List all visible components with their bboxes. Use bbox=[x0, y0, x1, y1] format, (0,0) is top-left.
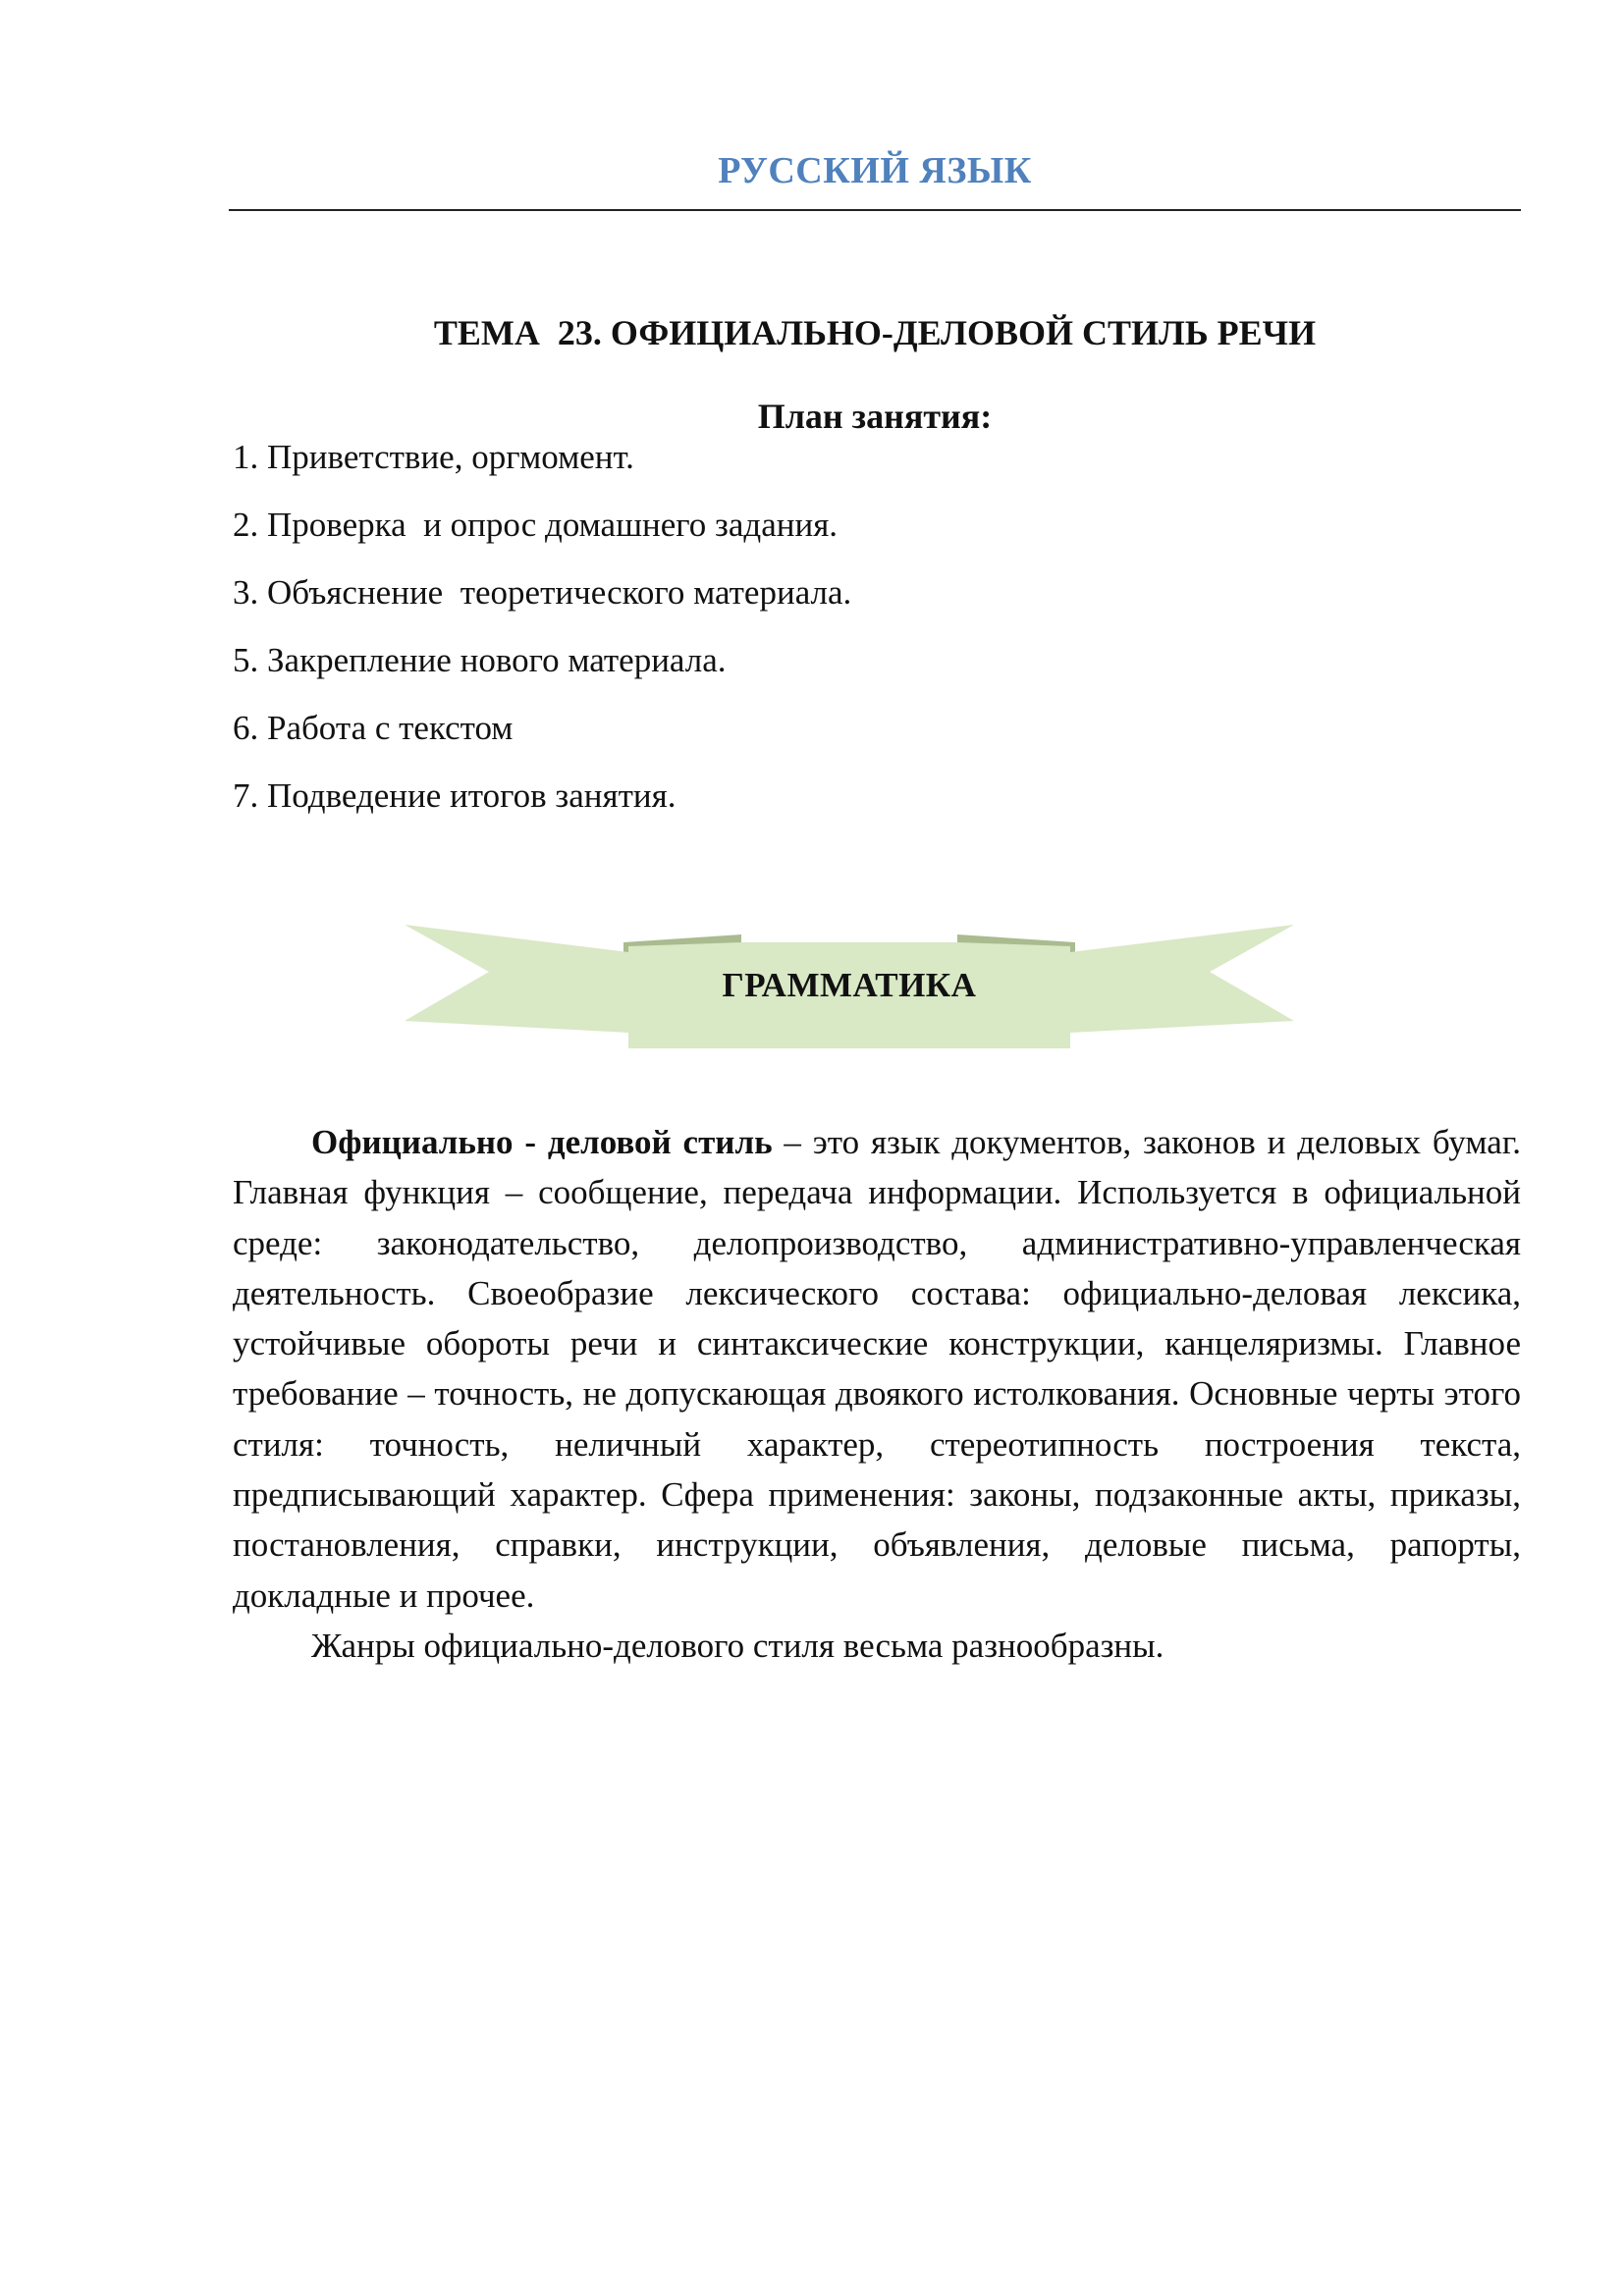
subject-header: РУССКИЙ ЯЗЫК bbox=[718, 150, 1032, 191]
body-text bbox=[233, 1117, 1521, 1671]
plan-list bbox=[233, 436, 1519, 842]
definition-paragraph bbox=[233, 1117, 1521, 1621]
plan-item: 6. Работа с текстом bbox=[233, 709, 514, 747]
topic-title: ТЕМА 23. ОФИЦИАЛЬНО-ДЕЛОВОЙ СТИЛЬ РЕЧИ bbox=[433, 313, 1317, 352]
plan-item: 5. Закрепление нового материала. bbox=[233, 641, 727, 679]
plan-item: 7. Подведение итогов занятия. bbox=[233, 776, 677, 815]
definition-text: – это язык документов, законов и деловых бумаг. Главная функция – сообщение, передача информации. Используется в официальной среде: законодательство, делопроизводство, административно-управленческая деятельность. Своеобразие лексического состава: официально-деловая лексика, устойчивые обороты речи и синтаксические конструкции, канцеляризмы. Главное требование – точность, не допускающая двоякого истолкования. Основные черты этого стиля: точность, неличный характер, стереотипность построения текста, предписывающий характер. Сфера применения: законы, подзаконные акты, приказы, постановления, справки, инструкции, объявления, деловые письма, рапорты, докладные и прочее. bbox=[233, 1123, 1521, 1615]
plan-heading: План занятия: bbox=[757, 397, 993, 436]
genres-paragraph: Жанры официально-делового стиля весьма разнообразны. bbox=[311, 1626, 1164, 1665]
banner-label: ГРАММАТИКА bbox=[722, 966, 977, 1004]
plan-item: 2. Проверка и опрос домашнего задания. bbox=[233, 506, 839, 544]
plan-item: 1. Приветствие, оргмомент. bbox=[233, 438, 634, 476]
term-bold: Официально - деловой стиль bbox=[311, 1123, 773, 1161]
header-divider bbox=[229, 209, 1521, 211]
grammar-ribbon-banner bbox=[403, 913, 1296, 1050]
plan-item: 3. Объяснение теоретического материала. bbox=[233, 573, 852, 612]
